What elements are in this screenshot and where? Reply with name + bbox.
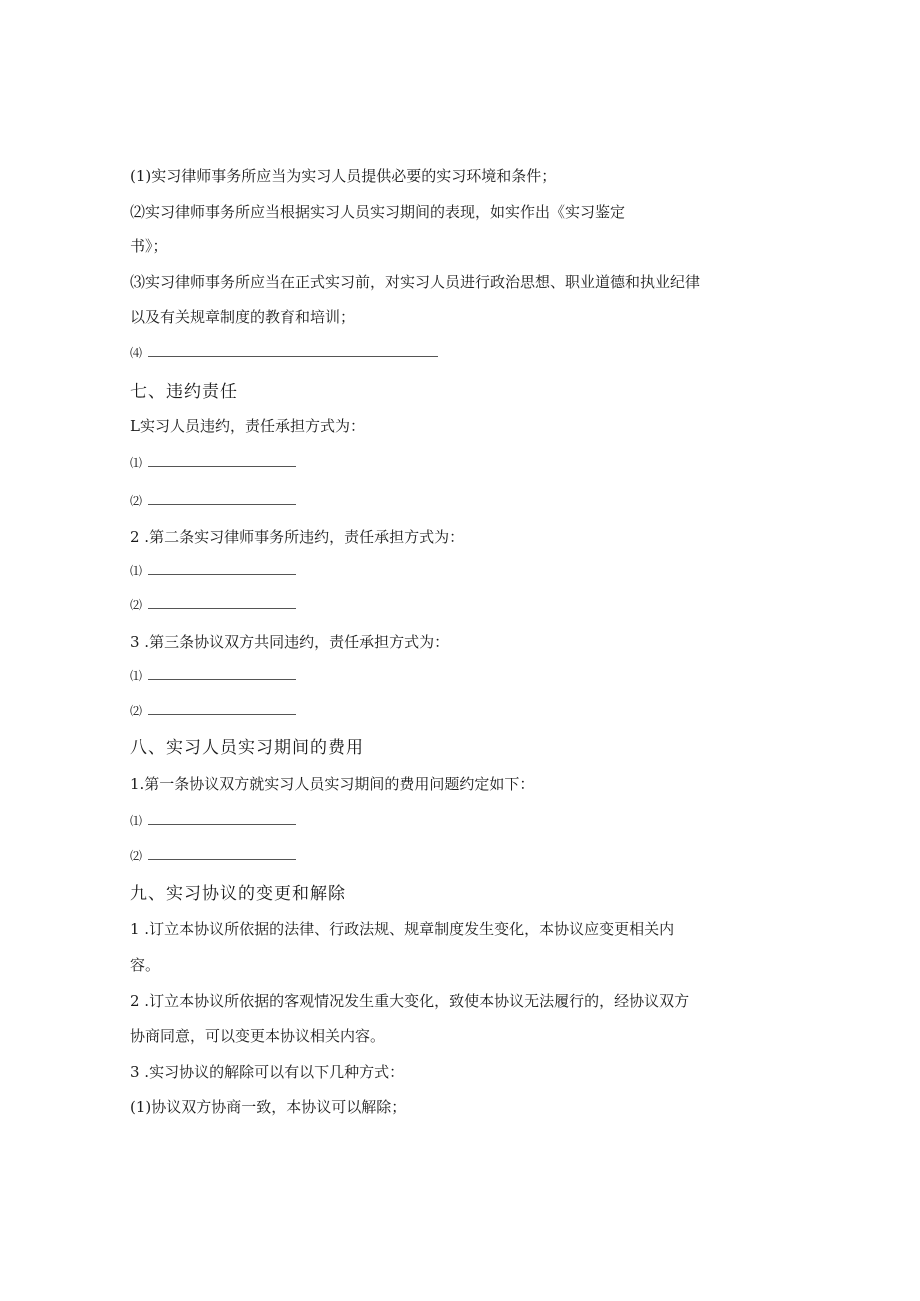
s8-p1-a — [130, 810, 296, 831]
s9-p2-line1: 2 .订立本协议所依据的客观情况发生重大变化，致使本协议无法履行的，经协议双方 — [130, 992, 690, 1010]
s8-p1-a-label: ⑴ — [130, 814, 143, 828]
s7-p1-a-label: ⑴ — [130, 456, 143, 470]
s9-heading: 九、实习协议的变更和解除 — [130, 884, 346, 904]
s9-p3-item1: (1)协议双方协商一致，本协议可以解除； — [130, 1098, 407, 1116]
s6-item2-line2: 书》； — [130, 237, 168, 255]
s6-item4 — [130, 342, 438, 363]
s7-heading: 七、违约责任 — [130, 382, 238, 402]
s7-p2: 2 .第二条实习律师事务所违约，责任承担方式为： — [130, 528, 465, 546]
s7-p3-a-label: ⑴ — [130, 669, 143, 683]
s7-p2-b-blank[interactable] — [148, 594, 296, 609]
s8-heading: 八、实习人员实习期间的费用 — [130, 738, 364, 758]
s8-p1-a-blank[interactable] — [148, 810, 296, 825]
s6-item1: (1)实习律师事务所应当为实习人员提供必要的实习环境和条件； — [130, 167, 557, 185]
s7-p1-a-blank[interactable] — [148, 452, 296, 467]
s7-p2-a-label: ⑴ — [130, 564, 143, 578]
s7-p1-b-label: ⑵ — [130, 494, 143, 508]
s7-p3-b-blank[interactable] — [148, 700, 296, 715]
s9-p1-line2: 容。 — [130, 956, 161, 974]
s7-p2-a — [130, 560, 296, 581]
s7-p2-b — [130, 594, 296, 615]
s6-item3-line1: ⑶实习律师事务所应当在正式实习前，对实习人员进行政治思想、职业道德和执业纪律 — [130, 273, 701, 291]
s8-p1-b — [130, 845, 296, 866]
s7-p3-a-blank[interactable] — [148, 665, 296, 680]
s7-p2-b-label: ⑵ — [130, 598, 143, 612]
s7-p3-b — [130, 700, 296, 721]
s8-p1-b-label: ⑵ — [130, 849, 143, 863]
s9-p2-line2: 协商同意，可以变更本协议相关内容。 — [130, 1027, 386, 1045]
s6-item4-label: ⑷ — [130, 346, 143, 360]
s7-p3: 3 .第三条协议双方共同违约，责任承担方式为： — [130, 633, 450, 651]
s7-p1-b-blank[interactable] — [148, 490, 296, 505]
s8-p1-b-blank[interactable] — [148, 845, 296, 860]
s7-p3-a — [130, 665, 296, 686]
s9-p3: 3 .实习协议的解除可以有以下几种方式： — [130, 1063, 405, 1081]
s7-p3-b-label: ⑵ — [130, 704, 143, 718]
s6-item3-line2: 以及有关规章制度的教育和培训； — [130, 308, 356, 326]
s7-p1-b — [130, 490, 296, 511]
s6-item2-line1: ⑵实习律师事务所应当根据实习人员实习期间的表现，如实作出《实习鉴定 — [130, 203, 626, 221]
s9-p1-line1: 1 .订立本协议所依据的法律、行政法规、规章制度发生变化，本协议应变更相关内 — [130, 920, 675, 938]
s8-p1: 1.第一条协议双方就实习人员实习期间的费用问题约定如下： — [130, 775, 535, 793]
s7-p1-a — [130, 452, 296, 473]
s7-p2-a-blank[interactable] — [148, 560, 296, 575]
s7-p1: L实习人员违约，责任承担方式为： — [130, 417, 365, 435]
s6-item4-blank[interactable] — [148, 342, 438, 357]
